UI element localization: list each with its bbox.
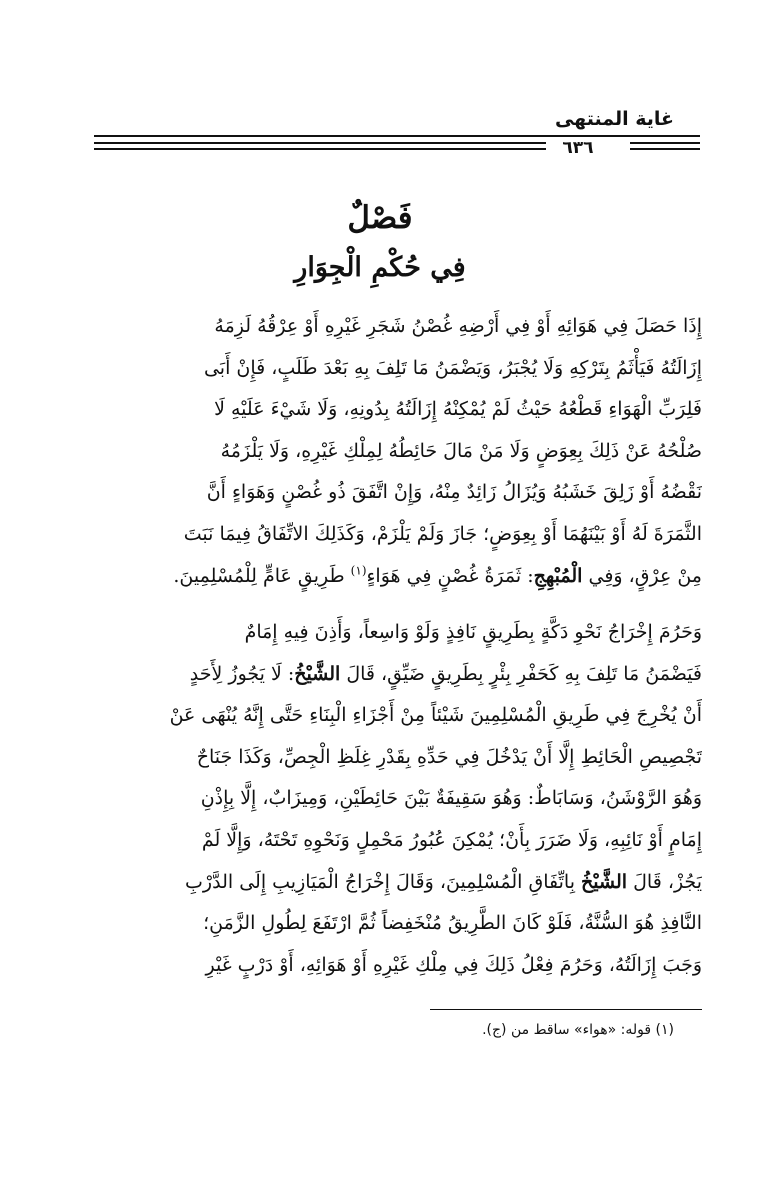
section-heading: فَصْلٌ bbox=[347, 200, 413, 236]
header-rule-right-top bbox=[630, 142, 700, 144]
text-line bbox=[92, 654, 702, 696]
paragraph-2 bbox=[92, 612, 702, 986]
text-line-last bbox=[92, 556, 702, 598]
bold-term-sheikh: الشَّيْخُ bbox=[294, 662, 341, 685]
header-rule-right-bottom bbox=[630, 148, 700, 150]
paragraph-1 bbox=[92, 306, 702, 597]
text-segment: بِاتِّفَاقِ الْمُسْلِمِينَ، وَقَالَ إِخْرَاجُ الْمَيَازِيبِ إِلَى الدَّرْبِ bbox=[185, 870, 582, 893]
footnote-separator bbox=[430, 1009, 702, 1010]
bold-term-mubhij: الْمُبْهِجِ bbox=[533, 564, 583, 587]
text-line: وَهُوَ الرَّوْشَنُ، وَسَابَاطٌ: وَهُوَ سَقِيفَةٌ بَيْنَ حَائِطَيْنِ، وَمِيزَابٌ، إِلَّا بِإِذْنِ bbox=[200, 787, 702, 810]
running-book-title: غاية المنتهى bbox=[554, 108, 674, 130]
text-line: وَحَرُمَ إِخْرَاجُ نَحْوِ دَكَّةٍ بِطَرِيقٍ نَافِذٍ وَلَوْ وَاسِعاً، وَأَذِنَ فِيهِ إِمَامٌ bbox=[244, 621, 702, 643]
text-segment: يَجُزْ، قَالَ bbox=[627, 870, 702, 893]
header-rule-left-bottom bbox=[94, 148, 546, 150]
text-segment: : ثَمَرَةُ غُصْنٍ فِي هَوَاءٍ bbox=[366, 564, 534, 587]
text-line: إِزَالَتُهُ فَيَأْثَمُ بِتَرْكِهِ وَلَا يُجْبَرُ، وَيَضْمَنُ مَا تَلِفَ بِهِ بَعْدَ طَلَبٍ، فَإِنْ أَبَى bbox=[203, 356, 702, 379]
text-segment: طَرِيقٍ عَامٍّ لِلْمُسْلِمِينَ. bbox=[173, 564, 351, 587]
text-line: الثَّمَرَةَ لَهُ أَوْ بَيْنَهُمَا أَوْ بِعِوَضٍ؛ جَازَ وَلَمْ يَلْزَمْ، وَكَذَلِكَ الاتِّفَاقُ فِيمَا نَبَتَ bbox=[183, 522, 702, 545]
header-rule bbox=[94, 135, 700, 137]
text-line: إِذَا حَصَلَ فِي هَوَائِهِ أَوْ فِي أَرْضِهِ غُصْنُ شَجَرِ غَيْرِهِ أَوْ عِرْقُهُ لَزِمَهُ bbox=[214, 315, 702, 337]
text-segment: فَيَضْمَنُ مَا تَلِفَ بِهِ كَحَفْرِ بِئْرٍ بِطَرِيقٍ ضَيِّقٍ، قَالَ bbox=[340, 662, 702, 685]
text-line: صُلْحُهُ عَنْ ذَلِكَ بِعِوَضٍ وَلَا مَنْ مَالَ حَائِطُهُ لِمِلْكِ غَيْرِهِ، وَلَا يَلْزَمُهُ bbox=[220, 439, 702, 462]
text-line: إِمَامٍ أَوْ نَائِبِهِ، وَلَا ضَرَرَ بِأَنْ؛ يُمْكِنَ عُبُورُ مَحْمِلٍ وَنَحْوِهِ تَحْتَهُ، وَإِلَّا لَمْ bbox=[201, 828, 702, 851]
text-segment: : لَا يَجُوزُ لِأَحَدٍ bbox=[189, 662, 295, 685]
footnote-ref-1[interactable]: (١) bbox=[350, 563, 367, 578]
text-line: النَّافِذِ هُوَ السُّنَّةُ، فَلَوْ كَانَ الطَّرِيقُ مُنْخَفِضاً ثُمَّ ارْتَفَعَ لِطُولِ الزَّمَنِ؛ bbox=[203, 912, 702, 935]
text-line: أَنْ يُخْرِجَ فِي طَرِيقِ الْمُسْلِمِينَ شَيْئاً مِنْ أَجْزَاءِ الْبِنَاءِ حَتَّى إِنَّهُ يُنْهَى عَنْ bbox=[169, 704, 702, 727]
footnote-1: (١) قوله: «هواء» ساقط من (ج). bbox=[482, 1022, 674, 1038]
text-line: فَلِرَبِّ الْهَوَاءِ قَطْعُهُ حَيْثُ لَمْ يُمْكِنْهُ إِزَالَتُهُ بِدُونِهِ، وَلَا شَيْءَ عَلَيْهِ لَا bbox=[214, 398, 702, 421]
text-segment: مِنْ عِرْقٍ، وَفِي bbox=[582, 564, 702, 587]
section-subheading: فِي حُكْمِ الْجِوَارِ bbox=[294, 252, 466, 283]
text-line: وَجَبَ إِزَالَتُهُ، وَحَرُمَ فِعْلُ ذَلِكَ فِي مِلْكِ غَيْرِهِ أَوْ هَوَائِهِ، أَوْ دَرْبٍ غَيْرِ bbox=[205, 953, 702, 976]
header-double-rule bbox=[94, 142, 700, 156]
text-line: نَقْضُهُ أَوْ زَلِقَ خَشَبُهُ وَيُزَالُ زَائِدٌ مِنْهُ، وَإِنْ اتَّفَقَ ذُو غُصْنٍ وَهَوَاءٍ أَنَّ bbox=[206, 481, 702, 504]
text-line bbox=[92, 862, 702, 904]
header-rule-left-top bbox=[94, 142, 546, 144]
text-line: تَجْصِيصِ الْحَائِطِ إِلَّا أَنْ يَدْخُلَ فِي حَدِّهِ بِقَدْرِ غِلَظِ الْجِصِّ، وَكَذَا جَنَاحٌ bbox=[196, 745, 702, 768]
bold-term-sheikh: الشَّيْخُ bbox=[581, 870, 628, 893]
page-number: ٦٣٦ bbox=[562, 138, 594, 158]
